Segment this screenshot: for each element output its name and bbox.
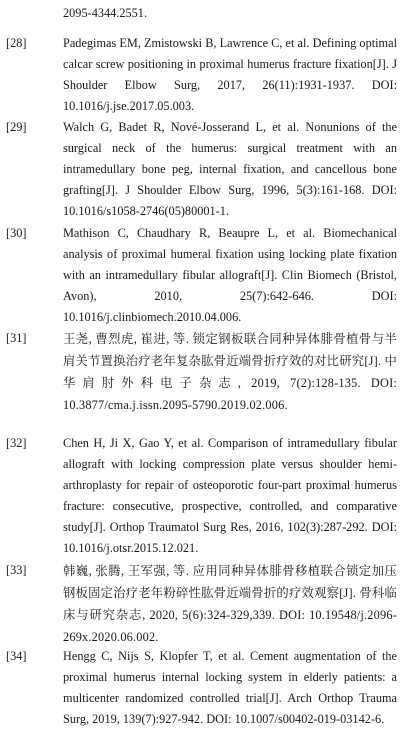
reference-number: [33]: [6, 563, 27, 577]
reference-number: [30]: [6, 226, 27, 240]
reference-number: [29]: [6, 120, 27, 134]
reference-text: 韩巍, 张腾, 王军强, 等. 应用同种异体腓骨移植联合锁定加压钢板固定治疗老年粉碎性肱骨近端骨折的疗效观察[J]. 骨科临床与研究杂志, 2020, 5(6):324-329,339. DOI: 10.19548/j.2096-269x.2020.06.002.: [63, 564, 397, 644]
reference-text: Walch G, Badet R, Nové-Josserand L, et al. Nonunions of the surgical neck of the humerus: surgical treatment with an intramedullary bone peg, internal fixation, and cancellous bone grafting[J]. J Shoulder Elbow Surg, 1996, 5(3):161-168. DOI: 10.1016/s1058-2746(05)80001-1.: [63, 120, 397, 218]
reference-number: [32]: [6, 436, 27, 450]
reference-number: [31]: [6, 331, 27, 345]
reference-number: [34]: [6, 649, 27, 663]
reference-text: Padegimas EM, Zmistowski B, Lawrence C, et al. Defining optimal calcar screw positioning in proximal humerus fracture fixation[J]. J Shoulder Elbow Surg, 2017, 26(11):1931-1937. DOI: 10.1016/j.jse.2017.05.003.: [63, 36, 397, 113]
reference-text: Chen H, Ji X, Gao Y, et al. Comparison of intramedullary fibular allograft with locking compression plate versus shoulder hemi-arthroplasty for repair of osteoporotic four-part proximal humerus fracture: consecutive, prospective, controlled, and comparative study[J]. Orthop Traumatol Surg Res, 2016, 102(3):287-292. DOI: 10.1016/j.otsr.2015.12.021.: [63, 436, 397, 555]
reference-text: Hengg C, Nijs S, Klopfer T, et al. Cement augmentation of the proximal humerus internal locking system in elderly patients: a multicenter randomized controlled trial[J]. Arch Orthop Trauma Surg, 2019, 139(7):927-942. DOI: 10.1007/s00402-019-03142-6.: [63, 649, 397, 726]
reference-text: Mathison C, Chaudhary R, Beaupre L, et al. Biomechanical analysis of proximal humeral fixation using locking plate fixation with an intramedullary fibular allograft[J]. Clin Biomech (Bristol, Avon), 2010, 25(7):642-646. DOI: 10.1016/j.clinbiomech.2010.04.006.: [63, 226, 397, 324]
reference-continuation: 2095-4344.2551.: [63, 6, 148, 20]
reference-number: [28]: [6, 36, 27, 50]
reference-text: 王尧, 曹烈虎, 崔进, 等. 锁定钢板联合同种异体腓骨植骨与半肩关节置换治疗老年复杂肱骨近端骨折疗效的对比研究[J]. 中华肩肘外科电子杂志, 2019, 7(2):128-135. DOI: 10.3877/cma.j.issn.2095-5790.2019.02.006.: [63, 332, 397, 412]
